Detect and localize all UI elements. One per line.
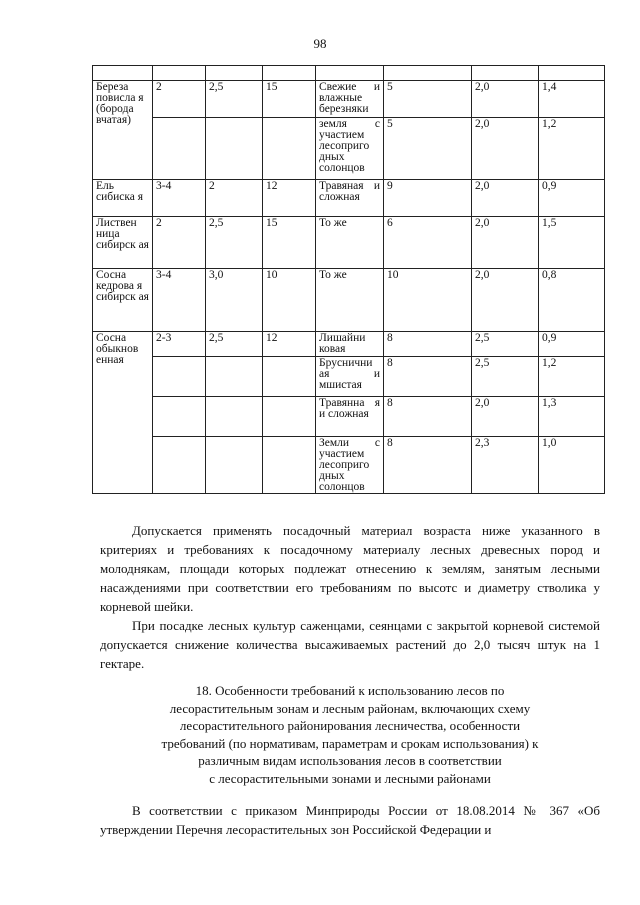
condition-cell: Бруснични ая и мшистая: [316, 357, 384, 397]
c7-cell: 1,5: [539, 217, 605, 269]
condition-cell: Земли с участием лесоприго дных солонцов: [316, 437, 384, 494]
c7-cell: 1,2: [539, 118, 605, 180]
c5-cell: 5: [384, 118, 472, 180]
c6-cell: 2,0: [472, 397, 539, 437]
c6-cell: 2,0: [472, 81, 539, 118]
diameter-cell: [263, 357, 316, 397]
species-cell: Листвен ница сибирск ая: [93, 217, 153, 269]
heading-line: 18. Особенности требований к использованию лесов по: [195, 683, 505, 698]
c6-cell: 2,5: [472, 357, 539, 397]
c5-cell: 10: [384, 269, 472, 332]
heading-line: требований (по нормативам, параметрам и срокам использования) к: [161, 735, 539, 751]
table-row: [93, 81, 605, 118]
c7-cell: 0,8: [539, 269, 605, 332]
c6-cell: 2,3: [472, 437, 539, 494]
height-cell: 2,5: [206, 332, 263, 357]
age-cell: [153, 437, 206, 494]
condition-cell: То же: [316, 269, 384, 332]
page-number: 98: [313, 36, 327, 51]
diameter-cell: 12: [263, 332, 316, 357]
c7-cell: 0,9: [539, 180, 605, 217]
heading-line: с лесорастительными зонами и лесными районами: [209, 770, 491, 786]
c5-cell: 6: [384, 217, 472, 269]
c6-cell: 2,0: [472, 180, 539, 217]
c7-cell: 1,0: [539, 437, 605, 494]
table-header-row: [93, 66, 605, 81]
c7-cell: 1,2: [539, 357, 605, 397]
c6-cell: 2,0: [472, 118, 539, 180]
age-cell: 2: [153, 81, 206, 118]
age-cell: 2-3: [153, 332, 206, 357]
species-cell: Береза повисла я (борода вчатая): [93, 81, 153, 180]
c6-cell: 2,5: [472, 332, 539, 357]
height-cell: [206, 357, 263, 397]
age-cell: [153, 357, 206, 397]
height-cell: [206, 118, 263, 180]
c5-cell: 5: [384, 81, 472, 118]
table-row: [93, 180, 605, 217]
paragraph-1: Допускается применять посадочный материал возраста ниже указанного в критериях и требованиях к посадочному материалу лесных древесных пород и молоднякам, площади которых подлежат отнесению к землям, занятым лесными насаждениями при соответствии его требованиям по высотс и диаметру стволика у корневой шейки.: [100, 523, 600, 614]
c7-cell: 1,3: [539, 397, 605, 437]
height-cell: 3,0: [206, 269, 263, 332]
species-cell: Ель сибиска я: [93, 180, 153, 217]
species-cell: Сосна кедрова я сибирск ая: [93, 269, 153, 332]
heading-line: различным видам использования лесов в соответствии: [198, 753, 502, 768]
condition-cell: Лишайни ковая: [316, 332, 384, 357]
c5-cell: 8: [384, 357, 472, 397]
table-row: [93, 437, 605, 494]
heading-line: лесорастительным зонам и лесным районам, включающих схему: [169, 700, 531, 716]
table-row: [93, 357, 605, 397]
diameter-cell: [263, 118, 316, 180]
paragraph-2: При посадке лесных культур саженцами, сеянцами с закрытой корневой системой допускается снижение количества высаживаемых растений до 2,0 тысяч штук на 1 гектаре.: [100, 618, 600, 671]
table-row: [93, 118, 605, 180]
diameter-cell: 12: [263, 180, 316, 217]
condition-cell: Свежие и влажные березняки: [316, 81, 384, 118]
c7-cell: 0,9: [539, 332, 605, 357]
c5-cell: 8: [384, 397, 472, 437]
c6-cell: 2,0: [472, 269, 539, 332]
species-table: [92, 65, 605, 494]
c5-cell: 8: [384, 332, 472, 357]
heading-line: лесорастительного районирования лесничества, особенности: [179, 718, 521, 733]
height-cell: 2: [206, 180, 263, 217]
c7-cell: 1,4: [539, 81, 605, 118]
age-cell: 3-4: [153, 269, 206, 332]
c6-cell: 2,0: [472, 217, 539, 269]
diameter-cell: 10: [263, 269, 316, 332]
condition-cell: Травянна я и сложная: [316, 397, 384, 437]
age-cell: 2: [153, 217, 206, 269]
diameter-cell: [263, 437, 316, 494]
condition-cell: То же: [316, 217, 384, 269]
age-cell: 3-4: [153, 180, 206, 217]
c5-cell: 8: [384, 437, 472, 494]
age-cell: [153, 397, 206, 437]
section-heading: [100, 682, 600, 787]
height-cell: [206, 437, 263, 494]
table-row: [93, 332, 605, 357]
diameter-cell: [263, 397, 316, 437]
condition-cell: земля с участием лесоприго дных солонцов: [316, 118, 384, 180]
age-cell: [153, 118, 206, 180]
diameter-cell: 15: [263, 217, 316, 269]
table-row: [93, 217, 605, 269]
table-row: [93, 269, 605, 332]
height-cell: 2,5: [206, 217, 263, 269]
paragraph-3: В соответствии с приказом Минприроды России от 18.08.2014 № 367 «Об утверждении Перечня лесорастительных зон Российской Федерации и: [100, 803, 600, 837]
species-cell: Сосна обыкнов енная: [93, 332, 153, 494]
diameter-cell: 15: [263, 81, 316, 118]
c5-cell: 9: [384, 180, 472, 217]
table-row: [93, 397, 605, 437]
height-cell: 2,5: [206, 81, 263, 118]
height-cell: [206, 397, 263, 437]
condition-cell: Травяная и сложная: [316, 180, 384, 217]
